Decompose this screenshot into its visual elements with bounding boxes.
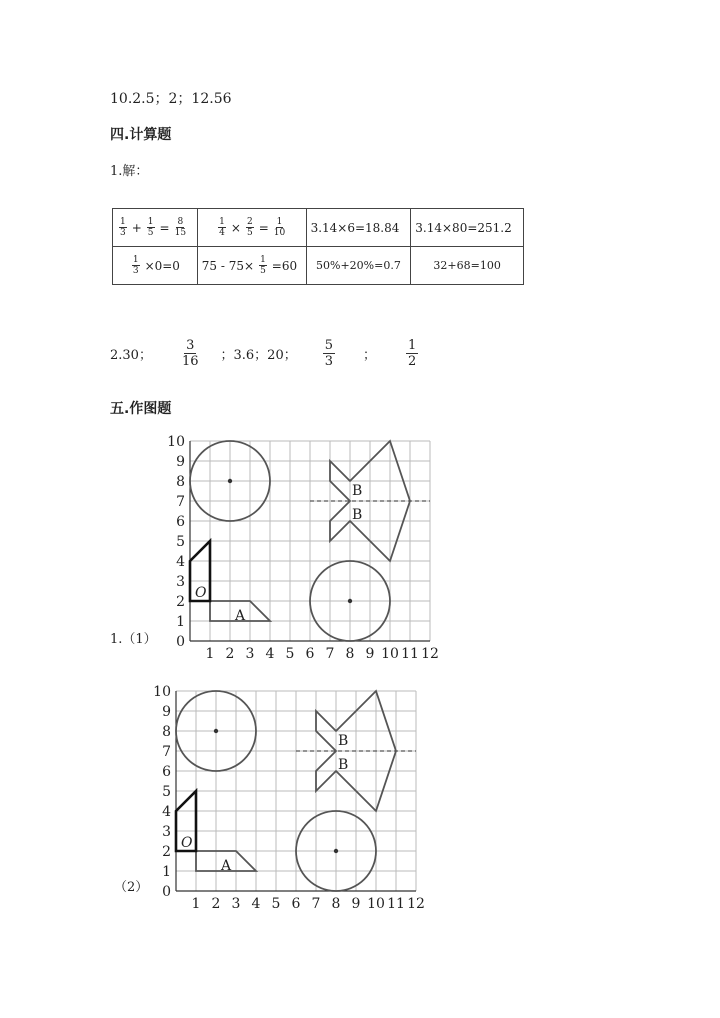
y-tick-label: 5 xyxy=(176,534,185,550)
x-tick-label: 9 xyxy=(351,896,361,912)
label-o: O xyxy=(195,585,207,601)
label-b-top: B xyxy=(338,733,349,749)
label-o: O xyxy=(181,835,193,851)
x-tick-label: 2 xyxy=(211,896,221,912)
y-tick-label: 6 xyxy=(176,514,185,530)
answer-10: 10.2.5；2；12.56 xyxy=(110,91,232,107)
label-a: A xyxy=(221,858,232,874)
x-tick-label: 2 xyxy=(225,646,235,662)
y-tick-label: 2 xyxy=(162,844,171,860)
x-tick-label: 3 xyxy=(245,646,255,662)
y-tick-label: 9 xyxy=(176,454,185,470)
circle-bottom-right-center xyxy=(334,849,338,853)
y-tick-label: 1 xyxy=(162,864,171,880)
x-tick-label: 12 xyxy=(407,896,425,912)
y-tick-label: 6 xyxy=(162,764,171,780)
y-tick-label: 8 xyxy=(176,474,185,490)
cell-r1c4: 3.14×80=251.2 xyxy=(411,209,524,247)
y-tick-label: 5 xyxy=(162,784,171,800)
x-tick-label: 8 xyxy=(345,646,355,662)
circle-top-left-center xyxy=(214,729,218,733)
x-tick-label: 11 xyxy=(401,646,419,662)
x-tick-label: 7 xyxy=(325,646,335,662)
cell-r1c3: 3.14×6=18.84 xyxy=(306,209,411,247)
cell-r2c3: 50%+20%=0.7 xyxy=(306,247,411,285)
circle-bottom-right-center xyxy=(348,599,352,603)
y-tick-label: 4 xyxy=(162,804,171,820)
y-tick-label: 3 xyxy=(162,824,171,840)
calc-table xyxy=(112,208,524,285)
y-tick-label: 7 xyxy=(162,744,171,760)
y-tick-label: 1 xyxy=(176,614,185,630)
y-tick-label: 10 xyxy=(167,434,185,450)
x-tick-label: 6 xyxy=(305,646,315,662)
y-tick-label: 3 xyxy=(176,574,185,590)
label-b-bottom: B xyxy=(338,757,349,773)
y-tick-label: 2 xyxy=(176,594,185,610)
label-a: A xyxy=(235,608,246,624)
section-5-title: 五.作图题 xyxy=(110,401,172,417)
grid-figure-1 xyxy=(160,430,450,662)
x-tick-label: 12 xyxy=(421,646,439,662)
x-tick-label: 4 xyxy=(251,896,261,912)
y-tick-label: 0 xyxy=(176,634,185,650)
section-4-title: 四.计算题 xyxy=(110,127,172,143)
cell-r2c4: 32+68=100 xyxy=(411,247,524,285)
x-tick-label: 5 xyxy=(271,896,281,912)
x-tick-label: 5 xyxy=(285,646,295,662)
y-tick-label: 10 xyxy=(153,684,171,700)
x-tick-label: 10 xyxy=(381,646,399,662)
x-tick-label: 1 xyxy=(191,896,201,912)
cell-r1c2: $\frac{1}{4}$ × $\frac{2}{5}$ = $\frac{1}{10}$ xyxy=(197,209,306,247)
x-tick-label: 4 xyxy=(265,646,275,662)
y-tick-label: 0 xyxy=(162,884,171,900)
cell-r2c1: $\frac{1}{3}$ ×0=0 xyxy=(113,247,198,285)
x-tick-label: 1 xyxy=(205,646,215,662)
cell-r1c1: $\frac{1}{3}$ + $\frac{1}{5}$ = $\frac{8}{15}$ xyxy=(113,209,198,247)
x-tick-label: 3 xyxy=(231,896,241,912)
x-tick-label: 6 xyxy=(291,896,301,912)
q2-answer: 2.30； $\frac{3}{16}$ ；3.6；20； $\frac{5}{3}$ ； $\frac{1}{2}$ xyxy=(110,338,417,369)
x-tick-label: 7 xyxy=(311,896,321,912)
y-tick-label: 9 xyxy=(162,704,171,720)
figure-1-label: 1.（1） xyxy=(110,632,157,647)
circle-top-left-center xyxy=(228,479,232,483)
x-tick-label: 8 xyxy=(331,896,341,912)
x-tick-label: 10 xyxy=(367,896,385,912)
grid-figure-2 xyxy=(146,680,436,912)
q1-label: 1.解： xyxy=(110,164,149,179)
label-b-top: B xyxy=(352,483,363,499)
cell-r2c2: 75 - 75× $\frac{1}{5}$ =60 xyxy=(197,247,306,285)
y-tick-label: 7 xyxy=(176,494,185,510)
label-b-bottom: B xyxy=(352,507,363,523)
x-tick-label: 11 xyxy=(387,896,405,912)
figure-2-label: （2） xyxy=(114,880,149,895)
x-tick-label: 9 xyxy=(365,646,375,662)
y-tick-label: 4 xyxy=(176,554,185,570)
y-tick-label: 8 xyxy=(162,724,171,740)
